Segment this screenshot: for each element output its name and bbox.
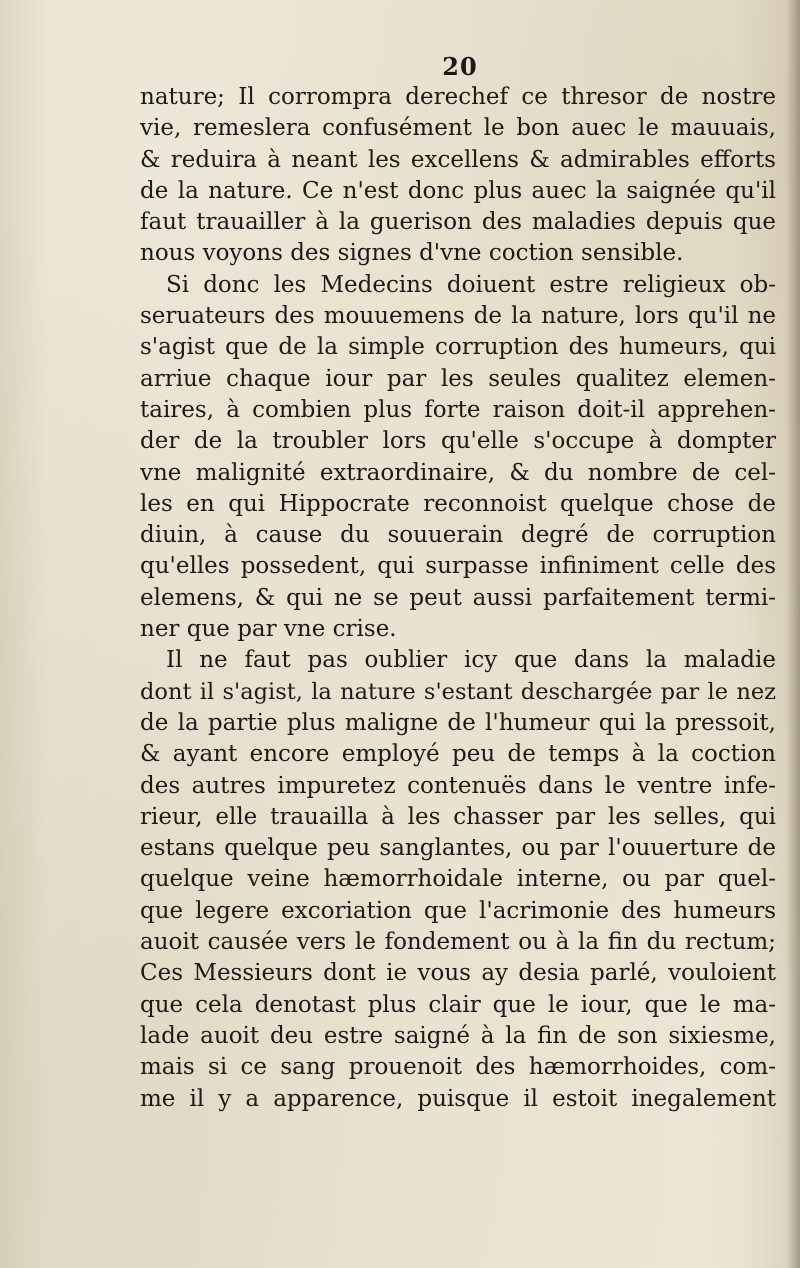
text-line: nature; Il corrompra derechef ce thresor de nostre (140, 84, 776, 110)
text-line: nous voyons des signes d'vne coction sensible. (140, 240, 684, 267)
text-line: mais si ce sang prouenoit des hæmorrhoides, com- (140, 1054, 776, 1081)
text-line: rieur, elle trauailla à les chasser par les selles, qui (140, 803, 776, 830)
text-line: Si donc les Medecins doiuent estre religieux ob- (166, 271, 776, 298)
text-line: ner que par vne crise. (140, 616, 397, 643)
body-text (140, 82, 776, 1115)
text-line: Il ne faut pas oublier icy que dans la maladie (166, 647, 776, 674)
text-line: dont il s'agist, la nature s'estant deschargée par le nez (140, 678, 776, 705)
text-line: der de la troubler lors qu'elle s'occupe à dompter (140, 428, 776, 455)
text-line: diuin, à cause du souuerain degré de corruption (140, 522, 776, 549)
text-line: s'agist que de la simple corruption des humeurs, qui (140, 334, 776, 361)
text-line: taires, à combien plus forte raison doit-il apprehen- (140, 396, 776, 423)
text-line: seruateurs des mouuemens de la nature, lors qu'il ne (140, 303, 776, 330)
text-line: les en qui Hippocrate reconnoist quelque chose de (140, 490, 776, 517)
text-line: de la nature. Ce n'est donc plus auec la saignée qu'il (140, 177, 776, 204)
text-line: Ces Messieurs dont ie vous ay desia parlé, vouloient (140, 960, 776, 987)
text-line: faut trauailler à la guerison des maladies depuis que (140, 209, 776, 236)
text-line: vne malignité extraordinaire, & du nombre de cel- (140, 459, 776, 486)
text-line: quelque veine hæmorrhoidale interne, ou par quel- (140, 866, 776, 893)
text-line: que cela denotast plus clair que le iour, que le ma- (140, 991, 776, 1018)
text-line: vie, remeslera confusément le bon auec le mauuais, (140, 115, 776, 142)
text-line: estans quelque peu sanglantes, ou par l'ouuerture de (140, 835, 776, 862)
text-line: arriue chaque iour par les seules qualitez elemen- (140, 365, 776, 392)
text-line: & reduira à neant les excellens & admirables efforts (140, 146, 776, 173)
text-line: & ayant encore employé peu de temps à la coction (140, 741, 776, 768)
page-edge-shadow (786, 0, 800, 1268)
text-line: me il y a apparence, puisque il estoit inegalement (140, 1085, 776, 1112)
text-line: des autres impuretez contenuës dans le ventre infe- (140, 772, 776, 799)
text-line: de la partie plus maligne de l'humeur qui la pressoit, (140, 709, 776, 736)
text-line: auoit causée vers le fondement ou à la fin du rectum; (140, 929, 776, 956)
page-number: 20 (442, 52, 478, 81)
text-line: que legere excoriation que l'acrimonie des humeurs (140, 897, 776, 924)
text-line: qu'elles possedent, qui surpasse infiniment celle des (140, 553, 776, 580)
text-line: lade auoit deu estre saigné à la fin de son sixiesme, (140, 1022, 776, 1049)
text-line: elemens, & qui ne se peut aussi parfaitement termi- (140, 584, 776, 611)
